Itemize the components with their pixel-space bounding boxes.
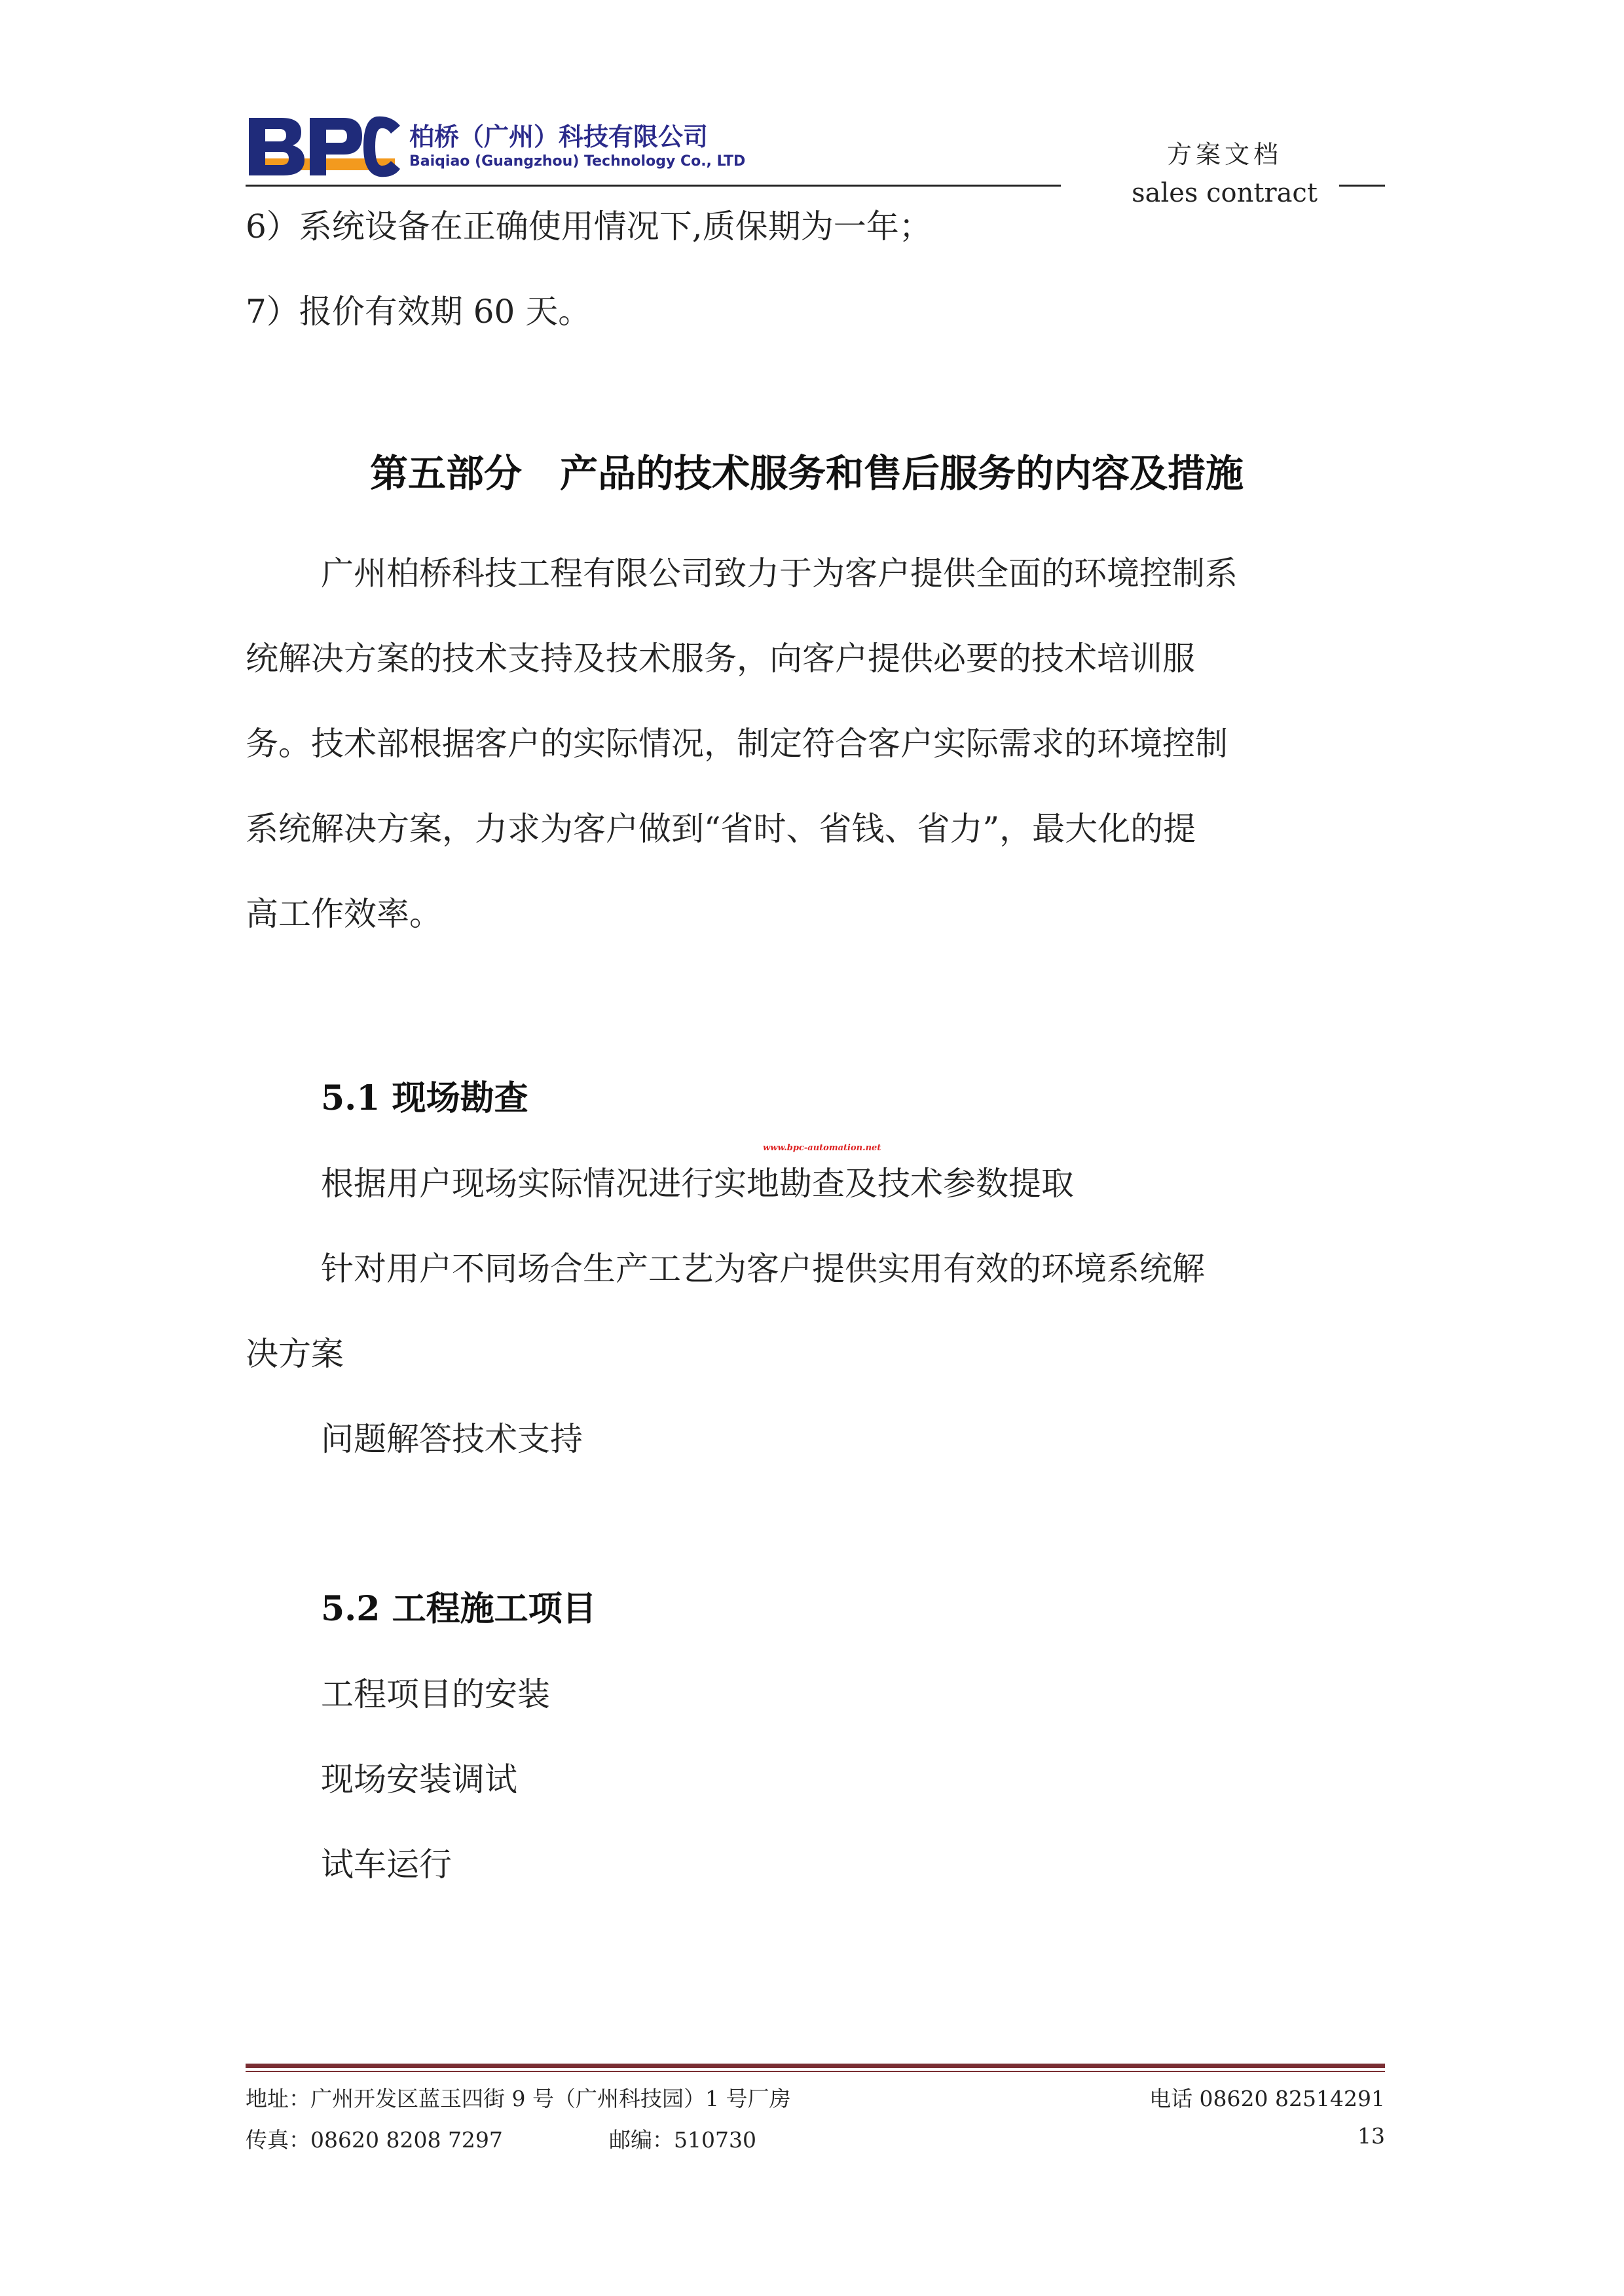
subsection-title-5-2: 5.2 工程施工项目 — [321, 1589, 597, 1629]
logo-letter-c — [363, 117, 400, 177]
footer-address: 地址：广州开发区蓝玉四街 9 号（广州科技园）1 号厂房 — [246, 2086, 791, 2111]
header-rule-right — [1339, 185, 1385, 187]
item-6: 6）系统设备在正确使用情况下,质保期为一年； — [246, 208, 932, 246]
sub1-line: 针对用户不同场合生产工艺为客户提供实用有效的环境系统解 — [321, 1250, 1205, 1288]
item-7: 7）报价有效期 60 天。 — [246, 293, 591, 331]
header-rule-left — [246, 185, 1061, 187]
doc-type-en: sales contract — [1132, 178, 1318, 208]
footer-phone: 电话 08620 82514291 — [1149, 2086, 1385, 2111]
sub1-line: 根据用户现场实际情况进行实地勘查及技术参数提取 — [321, 1165, 1074, 1203]
sub2-line: 试车运行 — [321, 1846, 452, 1884]
company-name-en: Baiqiao (Guangzhou) Technology Co., LTD — [409, 153, 746, 170]
doc-type: 方案文档 — [1166, 140, 1282, 169]
page-number: 13 — [1357, 2123, 1385, 2149]
intro-line: 系统解决方案，力求为客户做到“省时、省钱、省力”，最大化的提 — [246, 810, 1196, 848]
sub1-line: 决方案 — [246, 1335, 344, 1373]
sub2-line: 现场安装调试 — [321, 1760, 517, 1798]
bpc-logo-icon — [246, 113, 403, 181]
intro-line: 广州柏桥科技工程有限公司致力于为客户提供全面的环境控制系 — [321, 555, 1238, 592]
watermark-url: www.bpc-automation.net — [763, 1143, 881, 1153]
sub2-line: 工程项目的安装 — [321, 1675, 550, 1713]
sub1-line: 问题解答技术支持 — [321, 1420, 583, 1458]
footer-postcode: 邮编：510730 — [609, 2127, 756, 2153]
subsection-title-5-1: 5.1 现场勘查 — [321, 1078, 528, 1118]
company-logo — [246, 113, 403, 181]
footer-fax: 传真：08620 8208 7297 — [246, 2127, 503, 2153]
footer-rule-thin — [246, 2071, 1385, 2072]
intro-line: 务。技术部根据客户的实际情况，制定符合客户实际需求的环境控制 — [246, 725, 1228, 763]
footer-rule — [246, 2064, 1385, 2068]
intro-line: 高工作效率。 — [246, 895, 442, 933]
company-name-cn: 柏桥（广州）科技有限公司 — [409, 122, 709, 151]
intro-line: 统解决方案的技术支持及技术服务，向客户提供必要的技术培训服 — [246, 640, 1195, 678]
section-title: 第五部分 产品的技术服务和售后服务的内容及措施 — [370, 451, 1244, 496]
logo-letter-b — [249, 118, 304, 175]
